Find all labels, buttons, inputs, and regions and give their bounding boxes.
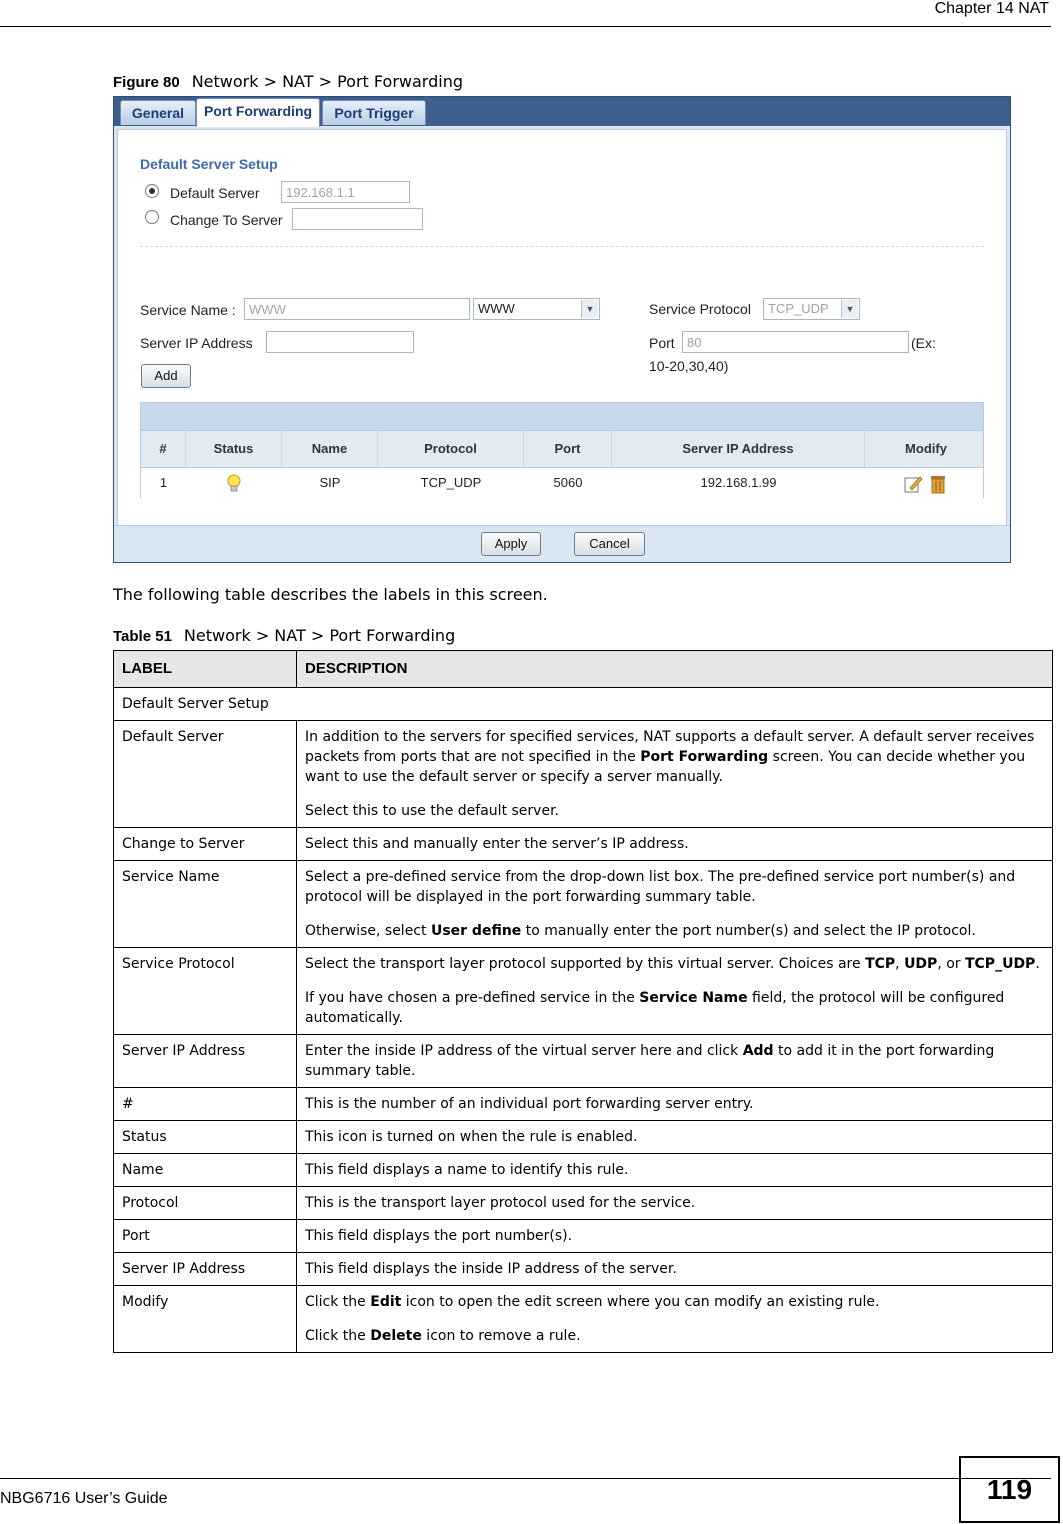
row-modify [865, 468, 987, 498]
footer-rule [0, 1478, 1051, 1479]
table-title: Network > NAT > Port Forwarding [183, 626, 456, 645]
row-label: Modify [114, 1286, 297, 1353]
figure-label: Figure 80 [113, 74, 180, 91]
table-row [114, 1253, 1053, 1286]
table-row [114, 861, 1053, 948]
default-server-field[interactable]: 192.168.1.1 [281, 181, 410, 203]
status-bulb-icon [186, 468, 282, 498]
col-server-ip: Server IP Address [612, 431, 865, 468]
service-protocol-label: Service Protocol [649, 301, 751, 317]
table-row [114, 1187, 1053, 1220]
col-modify: Modify [905, 441, 947, 456]
row-description: Select this and manually enter the server’s IP address. [297, 828, 1053, 861]
row-label: Name [114, 1154, 297, 1187]
default-server-radio[interactable] [145, 184, 159, 198]
table-header-row [141, 430, 983, 468]
row-protocol: TCP_UDP [420, 475, 482, 490]
row-label: Status [114, 1121, 297, 1154]
table-row [114, 828, 1053, 861]
service-protocol-value: TCP_UDP [768, 301, 829, 316]
chevron-down-icon: ▼ [581, 300, 598, 318]
tab-general[interactable]: General [120, 100, 196, 125]
row-label: Protocol [114, 1187, 297, 1220]
apply-button[interactable]: Apply [481, 532, 541, 556]
change-to-server-radio[interactable] [145, 210, 159, 224]
row-label: Service Protocol [114, 948, 297, 1035]
row-label: Server IP Address [114, 1253, 297, 1286]
row-label: Change to Server [114, 828, 297, 861]
tab-port-trigger[interactable]: Port Trigger [322, 100, 426, 125]
table-row [114, 688, 1053, 721]
delete-icon[interactable] [931, 476, 945, 493]
row-label: # [114, 1088, 297, 1121]
table-row [114, 1088, 1053, 1121]
row-description: This is the transport layer protocol used for the service. [297, 1187, 1053, 1220]
row-label: Port [114, 1220, 297, 1253]
server-ip-field[interactable] [266, 331, 414, 353]
row-description: In addition to the servers for specified services, NAT supports a default server. A default server receives packets from ports that are not specified in the Port Forwarding screen. You can decide whether you want to use the default server or specify a server manually. Select this to use the default server. [297, 721, 1053, 828]
row-description: This field displays the inside IP address of the server. [297, 1253, 1053, 1286]
row-description: Select the transport layer protocol supported by this virtual server. Choices are TCP, UDP, or TCP_UDP. If you have chosen a pre-defined service in the Service Name field, the protocol will be configured automatically. [297, 948, 1053, 1035]
row-description: This icon is turned on when the rule is enabled. [297, 1121, 1053, 1154]
table-row [141, 467, 983, 498]
row-server-ip: 192.168.1.99 [700, 475, 777, 490]
row-label: Default Server Setup [114, 688, 1053, 721]
col-port: Port [524, 431, 612, 468]
port-field[interactable]: 80 [682, 331, 909, 353]
table-label: Table 51 [113, 628, 172, 645]
table-row [114, 721, 1053, 828]
table-row [114, 1286, 1053, 1353]
col-protocol: Protocol [378, 431, 524, 468]
table-row [114, 948, 1053, 1035]
port-hint-prefix: (Ex: [911, 335, 936, 351]
row-description: This field displays a name to identify this rule. [297, 1154, 1053, 1187]
port-label: Port [649, 335, 675, 351]
table-row [114, 1121, 1053, 1154]
col-name: Name [282, 431, 378, 468]
service-name-select[interactable] [473, 298, 600, 320]
description-column-header: DESCRIPTION [297, 651, 1053, 688]
header-rule [0, 26, 1051, 27]
cancel-button[interactable]: Cancel [574, 532, 645, 556]
row-description: Select a pre-defined service from the drop-down list box. The pre-defined service port number(s) and protocol will be displayed in the port forwarding summary table. Otherwise, select User define to manually enter the port number(s) and select the IP protocol. [297, 861, 1053, 948]
figure-caption [113, 72, 463, 91]
section-divider [140, 246, 984, 247]
table-header-row [114, 651, 1053, 688]
tab-bar [114, 97, 1010, 126]
row-description: This field displays the port number(s). [297, 1220, 1053, 1253]
row-label: Service Name [114, 861, 297, 948]
service-protocol-select[interactable] [763, 298, 860, 320]
server-ip-label: Server IP Address [140, 335, 253, 351]
table-caption [113, 626, 455, 645]
page-number: 119 [959, 1456, 1060, 1523]
row-port: 5060 [553, 475, 583, 490]
section-title: Default Server Setup [140, 156, 278, 172]
port-forwarding-table [140, 402, 984, 498]
add-button[interactable]: Add [141, 364, 191, 388]
default-server-label: Default Server [170, 185, 260, 201]
row-description: Click the Edit icon to open the edit screen where you can modify an existing rule. Click the Delete icon to remove a rule. [297, 1286, 1053, 1353]
guide-title: NBG6716 User’s Guide [0, 1490, 168, 1507]
settings-panel [117, 129, 1007, 559]
row-description: Enter the inside IP address of the virtual server here and click Add to add it in the port forwarding summary table. [297, 1035, 1053, 1088]
description-table [113, 650, 1053, 1353]
table-row [114, 1035, 1053, 1088]
change-to-server-field[interactable] [292, 208, 423, 230]
row-label: Default Server [114, 721, 297, 828]
col-status: Status [186, 431, 282, 468]
row-description: This is the number of an individual port forwarding server entry. [297, 1088, 1053, 1121]
service-name-label: Service Name : [140, 302, 236, 318]
button-bar [114, 525, 1010, 562]
service-name-field[interactable]: WWW [244, 298, 470, 320]
intro-text: The following table describes the labels in this screen. [113, 585, 548, 604]
port-forwarding-screenshot [113, 96, 1011, 563]
table-row [114, 1220, 1053, 1253]
col-number: # [141, 431, 186, 468]
row-number: 1 [159, 475, 168, 490]
edit-icon[interactable] [905, 477, 922, 492]
port-hint-example: 10-20,30,40) [649, 358, 729, 374]
figure-title: Network > NAT > Port Forwarding [191, 72, 463, 91]
table-title-bar [141, 403, 983, 430]
service-name-select-value: WWW [478, 301, 515, 316]
row-label: Server IP Address [114, 1035, 297, 1088]
chapter-header: Chapter 14 NAT [934, 0, 1049, 17]
change-to-server-label: Change To Server [170, 212, 283, 228]
chevron-down-icon: ▼ [841, 300, 858, 318]
row-name: SIP [319, 475, 341, 490]
label-column-header: LABEL [114, 651, 297, 688]
table-row [114, 1154, 1053, 1187]
tab-port-forwarding[interactable]: Port Forwarding [196, 98, 320, 127]
